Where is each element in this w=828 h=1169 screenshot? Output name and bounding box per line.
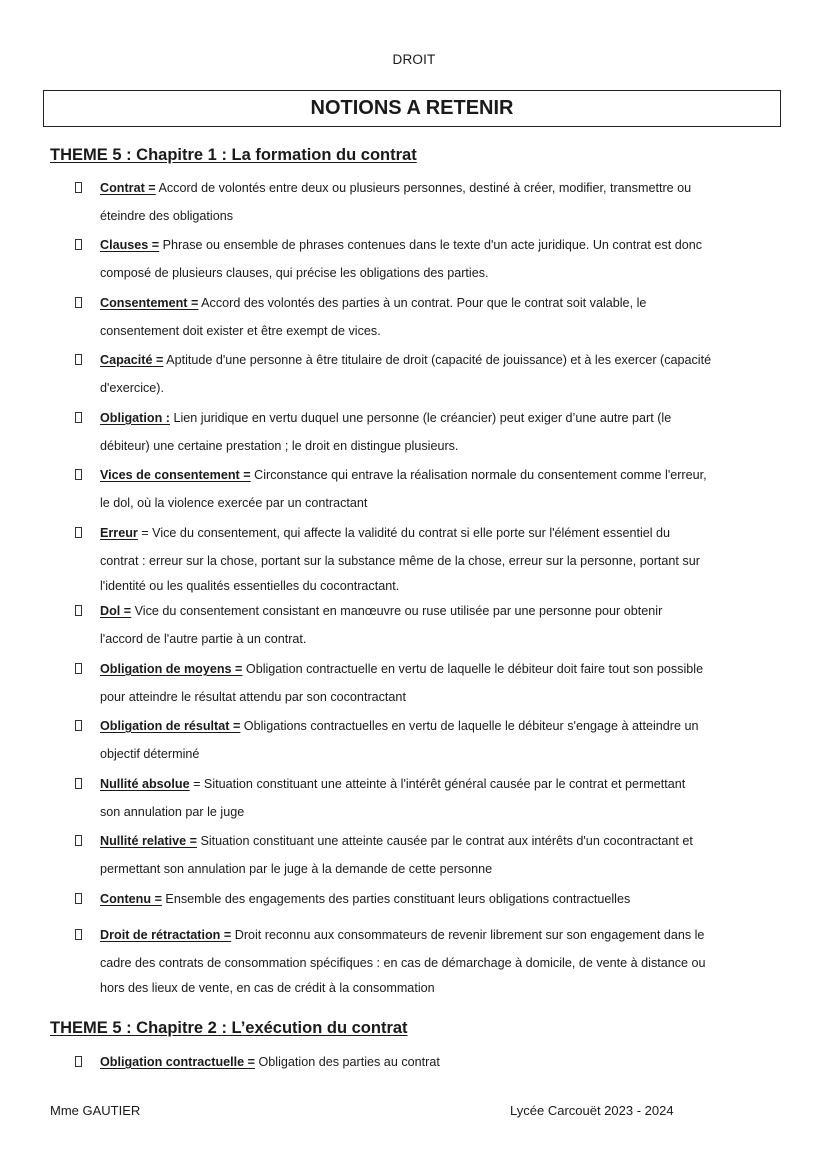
definition-continued: objectif déterminé: [100, 747, 200, 761]
definition: Lien juridique en vertu duquel une personne (le créancier) peut exiger d’une autre part (le: [169, 411, 672, 425]
definition: Obligations contractuelles en vertu de laquelle le débiteur s'engage à atteindre un: [240, 719, 699, 733]
bullet-icon: [75, 1056, 82, 1067]
term: Contrat =: [100, 181, 156, 195]
term: Nullité relative =: [100, 834, 197, 848]
term: Contenu =: [100, 892, 162, 906]
definition-vices-de-consentement: [75, 461, 785, 517]
definition-continued: composé de plusieurs clauses, qui précise les obligations des parties.: [100, 266, 489, 280]
term: Obligation contractuelle =: [100, 1055, 255, 1069]
term: Consentement =: [100, 296, 199, 310]
term: Obligation de résultat =: [100, 719, 241, 733]
section-heading-chapitre-2: THEME 5 : Chapitre 2 : L’exécution du contrat: [50, 1019, 408, 1037]
footer-author: Mme GAUTIER: [50, 1103, 141, 1118]
definition-continued: l'accord de l'autre partie à un contrat.: [100, 632, 307, 646]
definition-dol: [75, 597, 785, 653]
definition: Accord des volontés des parties à un contrat. Pour que le contrat soit valable, le: [198, 296, 647, 310]
definition-nullite-absolue: [75, 770, 785, 826]
definition: Accord de volontés entre deux ou plusieurs personnes, destiné à créer, modifier, transmettre ou: [155, 181, 692, 195]
term: Erreur: [100, 526, 138, 540]
bullet-icon: [75, 527, 82, 538]
definition: Obligation des parties au contrat: [255, 1055, 440, 1069]
bullet-icon: [75, 605, 82, 616]
definition-droit-de-retractation: [75, 921, 785, 999]
definition: Droit reconnu aux consommateurs de revenir librement sur son engagement dans le: [231, 928, 705, 942]
term: Obligation :: [100, 411, 170, 425]
bullet-icon: [75, 412, 82, 423]
definition: Obligation contractuelle en vertu de laquelle le débiteur doit faire tout son possible: [242, 662, 704, 676]
definition: Situation constituant une atteinte causée par le contrat aux intérêts d'un cocontractant et: [196, 834, 693, 848]
definition-continued: permettant son annulation par le juge à la demande de cette personne: [100, 862, 493, 876]
bullet-icon: [75, 182, 82, 193]
definition: Circonstance qui entrave la réalisation normale du consentement comme l'erreur,: [250, 468, 707, 482]
definition-obligation-de-moyens: [75, 655, 785, 711]
bullet-icon: [75, 239, 82, 250]
bullet-icon: [75, 663, 82, 674]
definition-continued: éteindre des obligations: [100, 209, 234, 223]
term: Obligation de moyens =: [100, 662, 243, 676]
term: Capacité =: [100, 353, 164, 367]
term: Clauses =: [100, 238, 160, 252]
document-subject: DROIT: [392, 52, 436, 67]
term: Droit de rétractation =: [100, 928, 232, 942]
definition: = Vice du consentement, qui affecte la validité du contrat si elle porte sur l'élément essentiel du: [137, 526, 671, 540]
definition-contrat: [75, 174, 785, 230]
definition-nullite-relative: [75, 827, 785, 883]
bullet-icon: [75, 354, 82, 365]
term: Nullité absolue: [100, 777, 190, 791]
definition-obligation-contractuelle: [75, 1048, 785, 1076]
definition: Phrase ou ensemble de phrases contenues dans le texte d'un acte juridique. Un contrat est donc: [159, 238, 703, 252]
page-title: [43, 90, 781, 127]
bullet-icon: [75, 929, 82, 940]
definition-continued: hors des lieux de vente, en cas de crédit à la consommation: [100, 981, 435, 995]
bullet-icon: [75, 778, 82, 789]
definition-obligation: [75, 404, 785, 460]
term: Dol =: [100, 604, 132, 618]
bullet-icon: [75, 297, 82, 308]
definition-contenu: [75, 885, 785, 913]
bullet-icon: [75, 469, 82, 480]
definition-capacite: [75, 346, 785, 402]
definition-continued: consentement doit exister et être exempt de vices.: [100, 324, 381, 338]
footer-school-year: Lycée Carcouët 2023 - 2024: [510, 1103, 674, 1118]
definition-erreur: [75, 519, 785, 597]
definition: Ensemble des engagements des parties constituant leurs obligations contractuelles: [161, 892, 631, 906]
definition-continued: débiteur) une certaine prestation ; le droit en distingue plusieurs.: [100, 439, 459, 453]
definition-obligation-de-resultat: [75, 712, 785, 768]
bullet-icon: [75, 893, 82, 904]
definition-consentement: [75, 289, 785, 345]
page-title-text: NOTIONS A RETENIR: [310, 97, 514, 119]
definition: Aptitude d'une personne à être titulaire de droit (capacité de jouissance) et à les exercer (capacité: [163, 353, 712, 367]
definition-continued: le dol, où la violence exercée par un contractant: [100, 496, 368, 510]
definition-continued: cadre des contrats de consommation spécifiques : en cas de démarchage à domicile, de vente à distance ou: [100, 956, 706, 970]
definition: = Situation constituant une atteinte à l'intérêt général causée par le contrat et permettant: [189, 777, 686, 791]
definition-continued: contrat : erreur sur la chose, portant sur la substance même de la chose, erreur sur la personne, portant sur: [100, 554, 700, 568]
definition-continued: l'identité ou les qualités essentielles du cocontractant.: [100, 579, 400, 593]
definition-clauses: [75, 231, 785, 287]
section-heading-chapitre-1: THEME 5 : Chapitre 1 : La formation du contrat: [50, 146, 417, 164]
bullet-icon: [75, 720, 82, 731]
definition-continued: d'exercice).: [100, 381, 164, 395]
definition: Vice du consentement consistant en manœuvre ou ruse utilisée par une personne pour obtenir: [131, 604, 663, 618]
definition-continued: son annulation par le juge: [100, 805, 245, 819]
definition-continued: pour atteindre le résultat attendu par son cocontractant: [100, 690, 406, 704]
bullet-icon: [75, 835, 82, 846]
term: Vices de consentement =: [100, 468, 251, 482]
